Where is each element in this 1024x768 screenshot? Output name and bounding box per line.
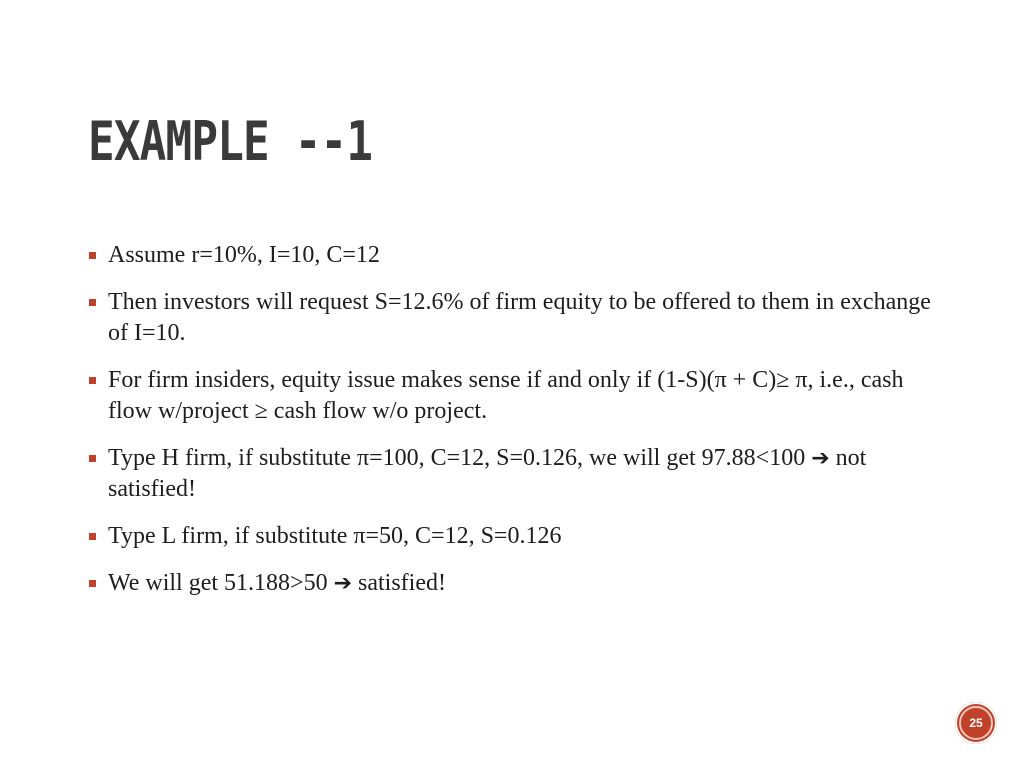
bullet-text: Type L firm, if substitute π=50, C=12, S=0.126 [108, 523, 562, 549]
square-bullet-icon [89, 533, 96, 540]
right-arrow-icon: ➔ [811, 446, 830, 471]
bullet-item [88, 568, 948, 599]
bullet-text: We will get 51.188>50 [108, 570, 328, 596]
square-bullet-icon [89, 580, 96, 587]
page-number-badge [955, 702, 997, 744]
bullet-item [88, 240, 948, 271]
bullet-text: For firm insiders, equity issue makes sense if and only if (1-S)(π + C)≥ π, i.e., cash flow w/project ≥ cash flow w/o project. [108, 367, 904, 424]
right-arrow-icon: ➔ [333, 571, 353, 596]
bullet-item [88, 287, 948, 349]
bullet-text: Assume r=10%, I=10, C=12 [108, 242, 380, 268]
bullet-text: satisfied! [358, 570, 446, 596]
bullet-text: Type H firm, if substitute π=100, C=12, S=0.126, we will get 97.88<100 [108, 445, 806, 471]
square-bullet-icon [89, 252, 96, 259]
bullet-text: Then investors will request S=12.6% of firm equity to be offered to them in exchange of I=10. [108, 289, 931, 346]
square-bullet-icon [89, 455, 96, 462]
square-bullet-icon [89, 377, 96, 384]
bullet-item [88, 365, 948, 427]
square-bullet-icon [89, 299, 96, 306]
bullet-item [88, 521, 948, 552]
page-number: 25 [959, 706, 993, 740]
bullet-text: not satisfied! [108, 445, 867, 502]
bullet-item [88, 443, 948, 505]
bullet-list [88, 240, 948, 615]
slide-title: EXAMPLE --1 [88, 110, 373, 173]
